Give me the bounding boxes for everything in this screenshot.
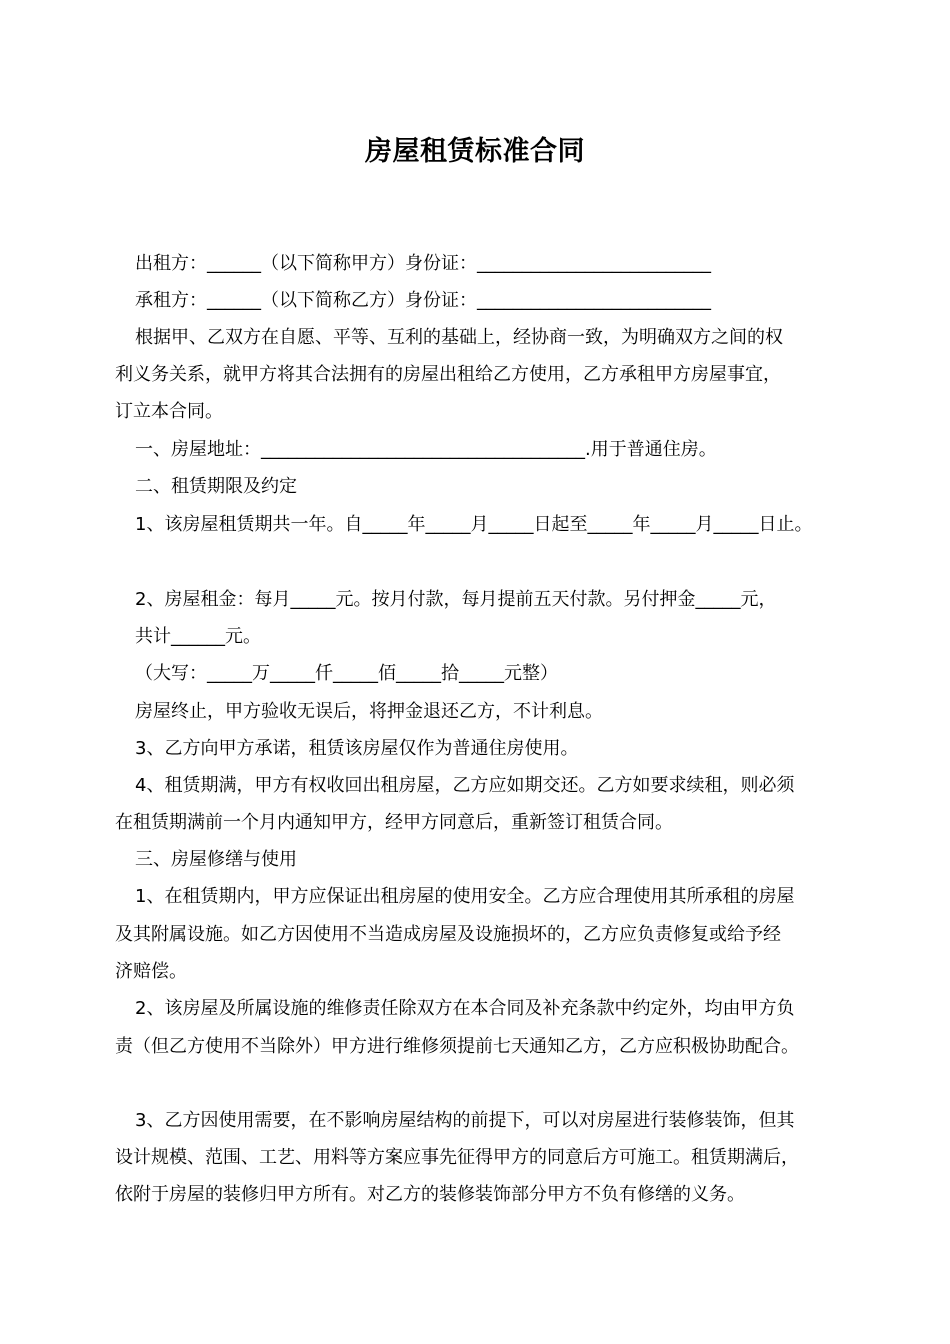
section-2-heading: 二、租赁期限及约定: [135, 476, 297, 497]
document-title: 房屋租赁标准合同: [365, 136, 585, 167]
lessor-line: 出租方：______（以下简称甲方）身份证：__________________________: [135, 253, 711, 274]
safety-clause-line-2: 及其附属设施。如乙方因使用不当造成房屋及设施损坏的，乙方应负责修复或给予经: [115, 924, 781, 945]
safety-clause-line-1: 1、在租赁期内，甲方应保证出租房屋的使用安全。乙方应合理使用其所承租的房屋: [135, 886, 795, 907]
safety-clause-line-3: 济赔偿。: [115, 961, 187, 982]
rent-clause-line-2: 共计______元。: [135, 626, 261, 647]
term-clause: 1、该房屋租赁期共一年。自_____年_____月_____日起至_____年_____月_____日止。: [135, 514, 813, 535]
repair-clause-line-1: 2、该房屋及所属设施的维修责任除双方在本合同及补充条款中约定外，均由甲方负: [135, 998, 795, 1019]
repair-clause-line-2: 责（但乙方使用不当除外）甲方进行维修须提前七天通知乙方，乙方应积极协助配合。: [115, 1036, 799, 1057]
section-3-heading: 三、房屋修缮与使用: [135, 849, 297, 870]
usage-promise-clause: 3、乙方向甲方承诺，租赁该房屋仅作为普通住房使用。: [135, 738, 579, 759]
preamble-line-1: 根据甲、乙双方在自愿、平等、互利的基础上，经协商一致，为明确双方之间的权: [135, 327, 783, 348]
decoration-clause-line-1: 3、乙方因使用需要，在不影响房屋结构的前提下，可以对房屋进行装修装饰，但其: [135, 1110, 795, 1131]
preamble-line-2: 利义务关系，就甲方将其合法拥有的房屋出租给乙方使用，乙方承租甲方房屋事宜，: [115, 364, 781, 385]
renewal-clause-line-2: 在租赁期满前一个月内通知甲方，经甲方同意后，重新签订租赁合同。: [115, 812, 673, 833]
lessee-line: 承租方：______（以下简称乙方）身份证：__________________________: [135, 290, 711, 311]
rent-amount-in-words: （大写：_____万_____仟_____佰_____拾_____元整）: [135, 663, 558, 684]
decoration-clause-line-2: 设计规模、范围、工艺、用料等方案应事先征得甲方的同意后方可施工。租赁期满后，: [115, 1147, 799, 1168]
preamble-line-3: 订立本合同。: [115, 401, 223, 422]
renewal-clause-line-1: 4、租赁期满，甲方有权收回出租房屋，乙方应如期交还。乙方如要求续租，则必须: [135, 775, 795, 796]
decoration-clause-line-3: 依附于房屋的装修归甲方所有。对乙方的装修装饰部分甲方不负有修缮的义务。: [115, 1184, 745, 1205]
rent-clause-line-1: 2、房屋租金：每月_____元。按月付款，每月提前五天付款。另付押金_____元，: [135, 589, 777, 610]
section-1-address: 一、房屋地址：____________________________________.用于普通住房。: [135, 439, 717, 460]
deposit-refund-clause: 房屋终止，甲方验收无误后，将押金退还乙方，不计利息。: [135, 701, 603, 722]
